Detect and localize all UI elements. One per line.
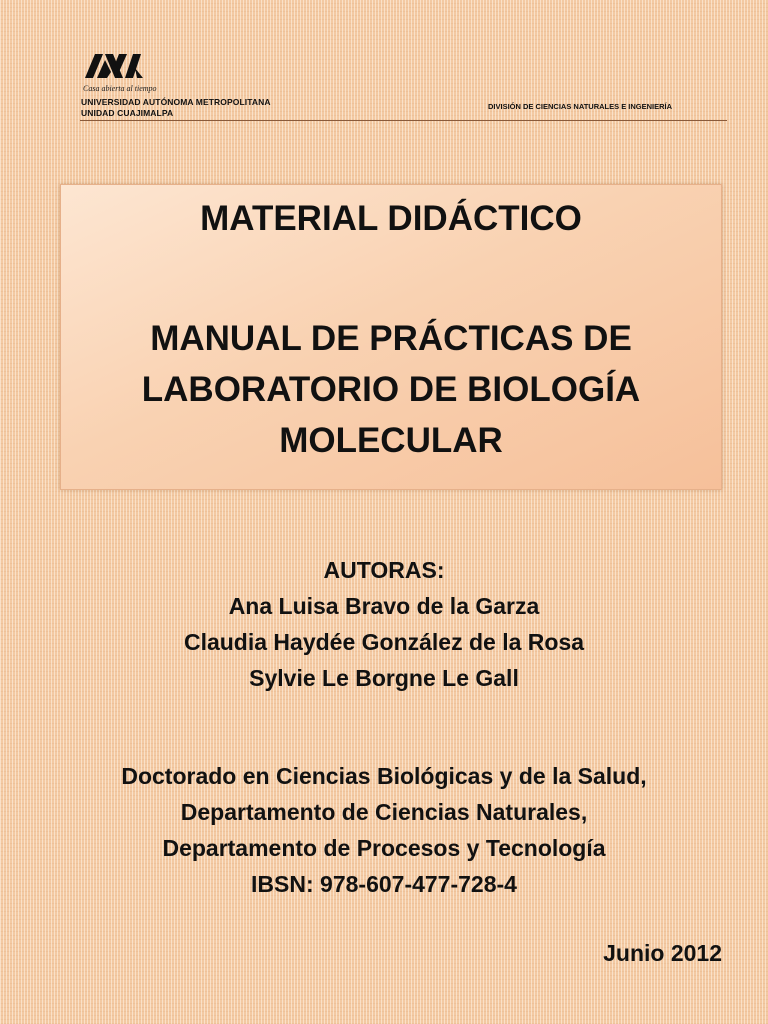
author-name: Ana Luisa Bravo de la Garza [228,593,540,619]
document-title [71,313,711,466]
isbn-line: IBSN: 978-607-477-728-4 [251,871,517,897]
material-label: MATERIAL DIDÁCTICO [200,199,582,238]
uam-logo-icon [83,50,145,80]
affiliation-line: Departamento de Procesos y Tecnología [162,835,606,861]
affiliation-line: Doctorado en Ciencias Biológicas y de la Salud, [121,763,647,789]
university-name-line: UNIVERSIDAD AUTÓNOMA METROPOLITANA [81,97,271,107]
author-name: Claudia Haydée González de la Rosa [183,629,585,655]
title-line: MOLECULAR [279,421,503,460]
division-name: DIVISIÓN DE CIENCIAS NATURALES E INGENIERÍA [488,102,673,111]
affiliation-block [0,758,768,902]
university-name [81,97,271,119]
header-divider [80,120,727,121]
campus-name-line: UNIDAD CUAJIMALPA [81,108,174,118]
affiliation-line: Departamento de Ciencias Naturales, [180,799,588,825]
title-line: MANUAL DE PRÁCTICAS DE [150,319,632,358]
title-line: LABORATORIO DE BIOLOGÍA [141,370,641,409]
author-name: Sylvie Le Borgne Le Gall [249,665,519,691]
title-box [60,184,722,490]
authors-heading: AUTORAS: [323,557,445,583]
authors-block [0,552,768,696]
university-tagline: Casa abierta al tiempo [83,84,157,93]
publication-date: Junio 2012 [603,940,722,966]
